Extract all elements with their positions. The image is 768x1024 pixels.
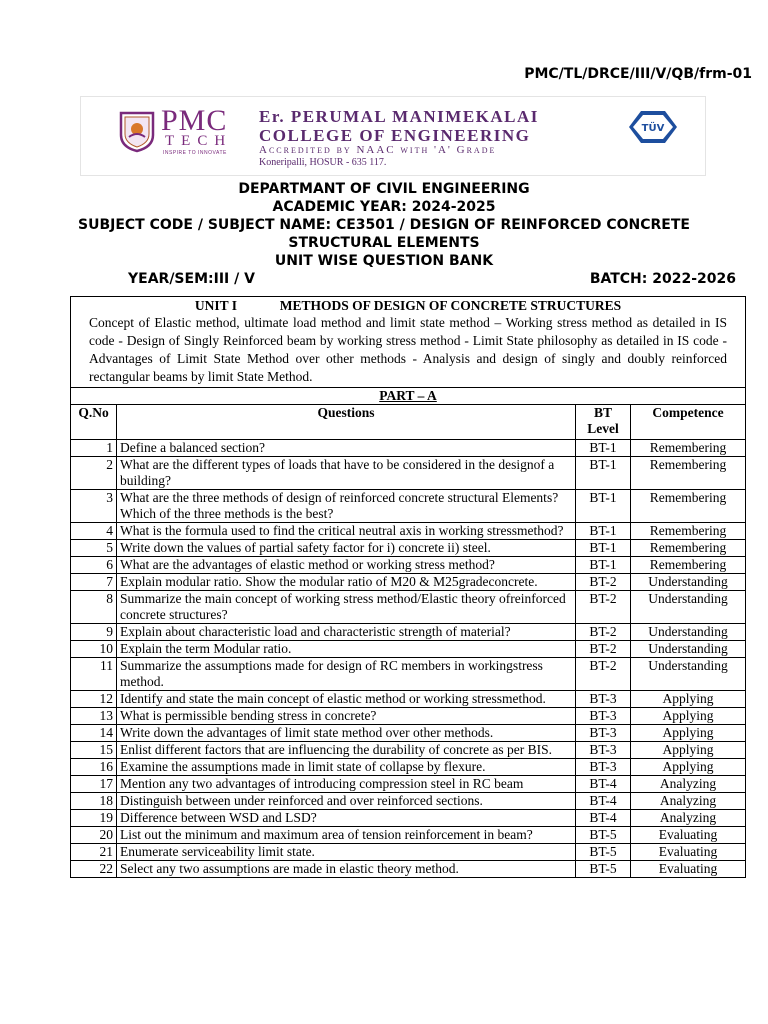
question-text: Difference between WSD and LSD?	[117, 810, 576, 827]
form-code: PMC/TL/DRCE/III/V/QB/frm-01	[524, 66, 752, 82]
competence: Evaluating	[631, 861, 746, 878]
question-text: Mention any two advantages of introducing compression steel in RC beam	[117, 776, 576, 793]
question-row	[71, 457, 746, 490]
competence: Understanding	[631, 574, 746, 591]
question-row	[71, 658, 746, 691]
question-row	[71, 591, 746, 624]
competence: Remembering	[631, 457, 746, 490]
tuv-label: TÜV	[641, 123, 665, 134]
bt-level: BT-1	[576, 540, 631, 557]
tech-wordmark: TECH	[165, 133, 233, 149]
question-number: 7	[71, 574, 117, 591]
question-row	[71, 844, 746, 861]
bt-level: BT-5	[576, 844, 631, 861]
unit-title: METHODS OF DESIGN OF CONCRETE STRUCTURES	[279, 298, 622, 313]
questions-body	[71, 440, 746, 878]
competence: Analyzing	[631, 810, 746, 827]
unit-syllabus: Concept of Elastic method, ultimate load method and limit state method – Working stress method as detailed in IS code - Design of Singly Reinforced beam by working stress method - Limit State philosophy as detailed in IS code - Advantages of Limit State Method over other methods - Analysis and design of singly and doubly reinforced rectangular beams by limit State Method.	[89, 315, 728, 384]
question-text: Explain about characteristic load and characteristic strength of material?	[117, 624, 576, 641]
college-logo-banner	[80, 96, 706, 176]
accreditation-text: Accredited by NAAC with 'A' Grade	[259, 144, 497, 156]
question-number: 17	[71, 776, 117, 793]
bt-level: BT-2	[576, 658, 631, 691]
question-row	[71, 574, 746, 591]
question-row	[71, 776, 746, 793]
col-qno: Q.No	[71, 405, 117, 440]
col-bt-level: BT Level	[576, 405, 631, 440]
bt-level: BT-2	[576, 574, 631, 591]
question-number: 10	[71, 641, 117, 658]
question-row	[71, 725, 746, 742]
question-bank-table	[70, 296, 746, 878]
question-row	[71, 759, 746, 776]
question-row	[71, 523, 746, 540]
question-text: Write down the values of partial safety factor for i) concrete ii) steel.	[117, 540, 576, 557]
question-text: Define a balanced section?	[117, 440, 576, 457]
department-title: DEPARTMANT OF CIVIL ENGINEERING	[238, 181, 530, 197]
column-header-row	[71, 405, 746, 440]
college-address: Koneripalli, HOSUR - 635 117.	[259, 157, 387, 168]
question-number: 3	[71, 490, 117, 523]
question-row	[71, 742, 746, 759]
unit-row	[71, 297, 746, 388]
bt-level: BT-3	[576, 691, 631, 708]
bt-level: BT-4	[576, 793, 631, 810]
bt-level: BT-3	[576, 708, 631, 725]
competence: Evaluating	[631, 844, 746, 861]
bt-level: BT-3	[576, 725, 631, 742]
pmc-wordmark: PMC	[161, 104, 228, 137]
logo-tagline: INSPIRE TO INNOVATE	[163, 150, 227, 156]
question-text: Examine the assumptions made in limit state of collapse by flexure.	[117, 759, 576, 776]
competence: Understanding	[631, 658, 746, 691]
question-row	[71, 708, 746, 725]
question-row	[71, 557, 746, 574]
unit-number: UNIT I	[194, 298, 237, 313]
question-number: 6	[71, 557, 117, 574]
question-text: What are the advantages of elastic method or working stress method?	[117, 557, 576, 574]
question-number: 9	[71, 624, 117, 641]
unit-cell	[71, 297, 746, 388]
question-number: 1	[71, 440, 117, 457]
bt-level: BT-1	[576, 457, 631, 490]
question-number: 11	[71, 658, 117, 691]
bt-level: BT-5	[576, 827, 631, 844]
question-row	[71, 624, 746, 641]
question-text: What are the different types of loads that have to be considered in the designof a building?	[117, 457, 576, 490]
competence: Analyzing	[631, 776, 746, 793]
question-row	[71, 810, 746, 827]
bt-level: BT-1	[576, 440, 631, 457]
tuv-certification-icon	[627, 109, 679, 145]
competence: Applying	[631, 742, 746, 759]
question-text: Enlist different factors that are influencing the durability of concrete as per BIS.	[117, 742, 576, 759]
question-bank-title: UNIT WISE QUESTION BANK	[274, 253, 494, 269]
bt-level: BT-1	[576, 490, 631, 523]
unit-heading	[89, 298, 727, 314]
question-number: 13	[71, 708, 117, 725]
bt-level: BT-1	[576, 557, 631, 574]
batch: BATCH: 2022-2026	[589, 271, 736, 287]
competence: Applying	[631, 708, 746, 725]
pmc-shield-icon	[117, 109, 157, 153]
question-number: 5	[71, 540, 117, 557]
question-text: Enumerate serviceability limit state.	[117, 844, 576, 861]
college-name-line1: Er. PERUMAL MANIMEKALAI	[259, 107, 539, 126]
question-number: 20	[71, 827, 117, 844]
question-text: List out the minimum and maximum area of tension reinforcement in beam?	[117, 827, 576, 844]
bt-level: BT-4	[576, 776, 631, 793]
competence: Applying	[631, 691, 746, 708]
question-row	[71, 641, 746, 658]
competence: Understanding	[631, 591, 746, 624]
question-text: Explain the term Modular ratio.	[117, 641, 576, 658]
competence: Understanding	[631, 624, 746, 641]
question-number: 16	[71, 759, 117, 776]
question-text: Summarize the assumptions made for design of RC members in workingstress method.	[117, 658, 576, 691]
college-name-line2: COLLEGE OF ENGINEERING	[259, 126, 531, 145]
question-number: 4	[71, 523, 117, 540]
col-competence: Competence	[631, 405, 746, 440]
question-text: Distinguish between under reinforced and over reinforced sections.	[117, 793, 576, 810]
competence: Understanding	[631, 641, 746, 658]
competence: Analyzing	[631, 793, 746, 810]
competence: Evaluating	[631, 827, 746, 844]
col-questions: Questions	[117, 405, 576, 440]
competence: Remembering	[631, 440, 746, 457]
competence: Remembering	[631, 557, 746, 574]
competence: Remembering	[631, 490, 746, 523]
question-number: 19	[71, 810, 117, 827]
question-number: 2	[71, 457, 117, 490]
bt-level: BT-4	[576, 810, 631, 827]
competence: Remembering	[631, 523, 746, 540]
question-number: 14	[71, 725, 117, 742]
question-row	[71, 540, 746, 557]
bt-level: BT-2	[576, 591, 631, 624]
bt-level: BT-3	[576, 742, 631, 759]
bt-level: BT-2	[576, 641, 631, 658]
question-number: 15	[71, 742, 117, 759]
question-text: What is the formula used to find the critical neutral axis in working stressmethod?	[117, 523, 576, 540]
part-row	[71, 388, 746, 405]
question-number: 12	[71, 691, 117, 708]
competence: Applying	[631, 759, 746, 776]
subject-line2: STRUCTURAL ELEMENTS	[288, 235, 480, 251]
question-row	[71, 861, 746, 878]
question-row	[71, 827, 746, 844]
question-text: Select any two assumptions are made in elastic theory method.	[117, 861, 576, 878]
academic-year: ACADEMIC YEAR: 2024-2025	[272, 199, 496, 215]
question-row	[71, 793, 746, 810]
bt-level: BT-1	[576, 523, 631, 540]
bt-level: BT-3	[576, 759, 631, 776]
question-number: 18	[71, 793, 117, 810]
part-label: PART – A	[71, 388, 746, 405]
competence: Remembering	[631, 540, 746, 557]
question-text: Explain modular ratio. Show the modular ratio of M20 & M25gradeconcrete.	[117, 574, 576, 591]
competence: Applying	[631, 725, 746, 742]
question-text: What is permissible bending stress in concrete?	[117, 708, 576, 725]
question-number: 21	[71, 844, 117, 861]
question-text: Summarize the main concept of working stress method/Elastic theory ofreinforced concrete structures?	[117, 591, 576, 624]
question-row	[71, 490, 746, 523]
question-row	[71, 691, 746, 708]
question-text: Write down the advantages of limit state method over other methods.	[117, 725, 576, 742]
question-text: What are the three methods of design of reinforced concrete structural Elements? Which of the three methods is the best?	[117, 490, 576, 523]
bt-level: BT-5	[576, 861, 631, 878]
subject-line1: SUBJECT CODE / SUBJECT NAME: CE3501 / DESIGN OF REINFORCED CONCRETE	[78, 217, 690, 233]
question-number: 22	[71, 861, 117, 878]
question-number: 8	[71, 591, 117, 624]
question-row	[71, 440, 746, 457]
year-sem: YEAR/SEM:III / V	[128, 271, 255, 287]
question-text: Identify and state the main concept of elastic method or working stressmethod.	[117, 691, 576, 708]
bt-level: BT-2	[576, 624, 631, 641]
